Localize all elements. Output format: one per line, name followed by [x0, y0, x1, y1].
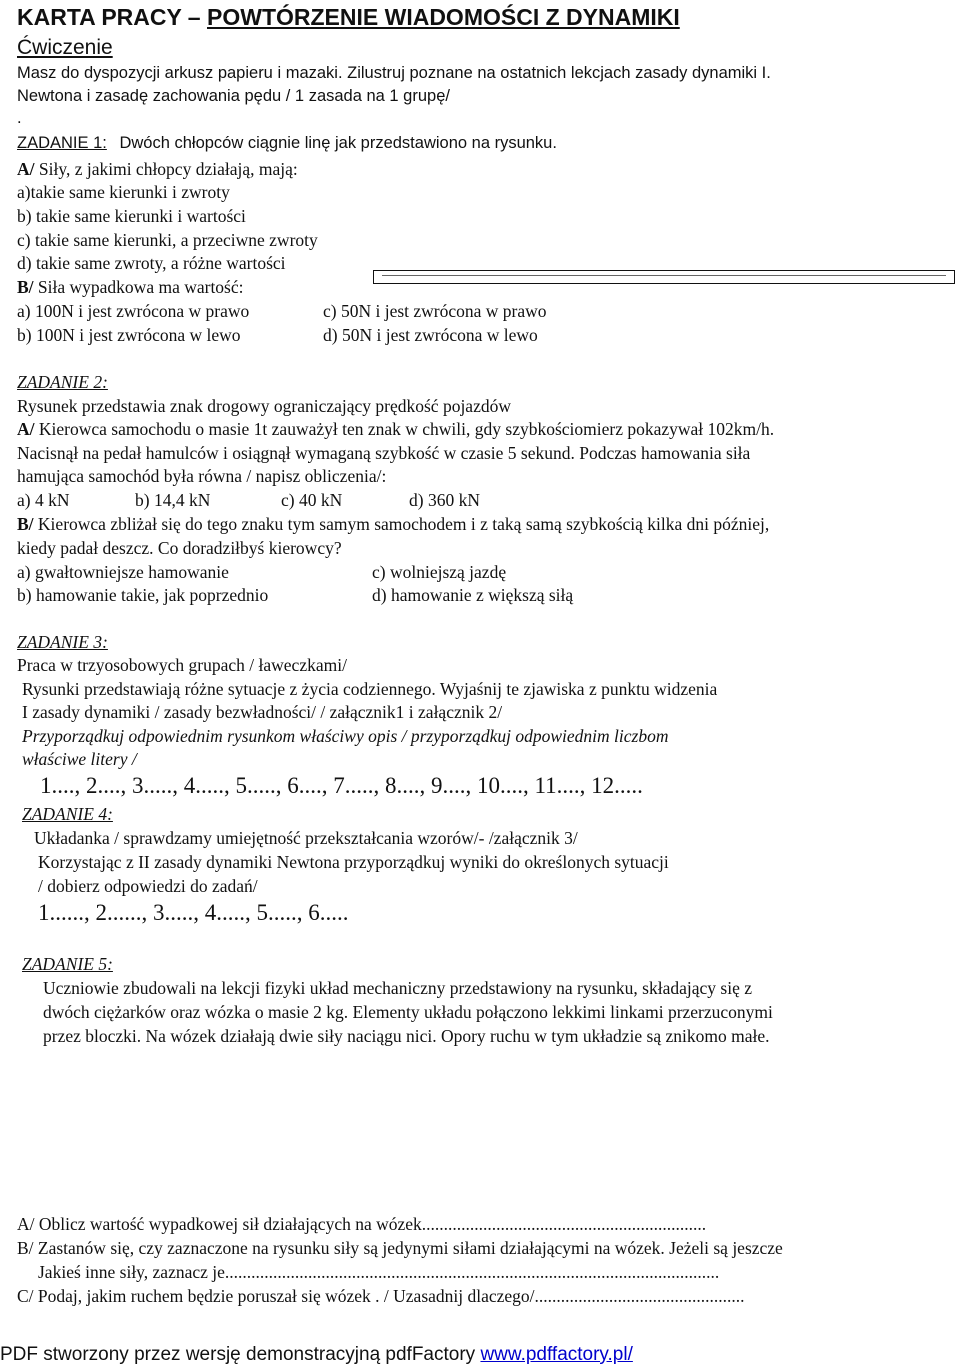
task5-line-2: dwóch ciężarków oraz wózka o masie 2 kg. Elementy układu połączono lekkimi linkami przerzuconymi	[43, 1002, 773, 1022]
task1-b-option-b: b) 100N i jest zwrócona w lewo	[17, 325, 241, 345]
task2-b-text: Kierowca zbliżał się do tego znaku tym samym samochodem i z taką samą szybkością kilka dni później,	[37, 514, 770, 534]
task2-line-2	[17, 419, 774, 440]
task4-label: ZADANIE 4:	[22, 804, 113, 824]
task2-answer-b: b) 14,4 kN	[135, 490, 211, 510]
task5-question-b-line-1: B/ Zastanów się, czy zaznaczone na rysunku siły są jedynymi siłami działającymi na wózek. Jeżeli są jeszcze	[17, 1238, 783, 1258]
title-prefix: KARTA PRACY –	[17, 4, 207, 30]
task3-line-5: właściwe litery /	[22, 749, 137, 769]
task2-answer-c: c) 40 kN	[281, 490, 343, 510]
task1-a-question	[17, 159, 298, 180]
task1-b-option-d: d) 50N i jest zwrócona w lewo	[323, 325, 538, 345]
task2-b-option-b: b) hamowanie takie, jak poprzednio	[17, 585, 269, 605]
title-underlined: POWTÓRZENIE WIADOMOŚCI Z DYNAMIKI	[207, 4, 680, 30]
intro-line-2: Newtona i zasadę zachowania pędu / 1 zasada na 1 grupę/	[17, 87, 450, 105]
task5-question-c: C/ Podaj, jakim ruchem będzie poruszał się wózek . / Uzasadnij dlaczego/................................................	[17, 1286, 745, 1306]
task3-line-4: Przyporządkuj odpowiednim rysunkom właściwy opis / przyporządkuj odpowiednim liczbom	[22, 726, 669, 746]
task5-label: ZADANIE 5:	[22, 954, 113, 974]
task4-line-1: Układanka / sprawdzamy umiejętność przekształcania wzorów/- /załącznik 3/	[34, 828, 578, 848]
exercise-heading: Ćwiczenie	[17, 36, 113, 59]
task3-line-3: I zasady dynamiki / zasady bezwładności/ / załącznik1 i załącznik 2/	[22, 702, 503, 722]
task1-b-option-c: c) 50N i jest zwrócona w prawo	[323, 301, 547, 321]
footer-link[interactable]: www.pdffactory.pl/	[480, 1344, 633, 1365]
task2-line-1: Rysunek przedstawia znak drogowy ograniczający prędkość pojazdów	[17, 396, 511, 416]
task1-b-question	[17, 277, 244, 298]
task3-numbers: 1...., 2...., 3....., 4....., 5....., 6...., 7....., 8...., 9...., 10...., 11...., 12.....	[40, 773, 643, 798]
task2-label: ZADANIE 2:	[17, 372, 108, 392]
task2-answer-d: d) 360 kN	[409, 490, 480, 510]
task1-option-a: a)takie same kierunki i zwroty	[17, 182, 230, 202]
task1-b-text: Siła wypadkowa ma wartość:	[37, 277, 244, 297]
task2-b-option-a: a) gwałtowniejsze hamowanie	[17, 562, 229, 582]
task2-b-head: B/	[17, 514, 34, 534]
task5-question-b-line-2: Jakieś inne siły, zaznacz je.................................................................................................................	[38, 1262, 720, 1282]
task2-b-option-d: d) hamowanie z większą siłą	[372, 585, 574, 605]
task5-line-3: przez bloczki. Na wózek działają dwie siły naciągu nici. Opory ruchu w tym układzie są znikomo małe.	[43, 1026, 770, 1046]
task1-option-d: d) takie same zwroty, a różne wartości	[17, 253, 286, 273]
task1-a-head: A/	[17, 159, 35, 179]
footer-text: PDF stworzony przez wersję demonstracyjną pdfFactory	[0, 1344, 481, 1365]
page-title	[17, 4, 680, 31]
task4-line-3: / dobierz odpowiedzi do zadań/	[38, 876, 258, 896]
task1-b-option-a: a) 100N i jest zwrócona w prawo	[17, 301, 250, 321]
task1-label: ZADANIE 1:	[17, 134, 107, 152]
task3-line-2: Rysunki przedstawiają różne sytuacje z życia codziennego. Wyjaśnij te zjawiska z punktu widzenia	[22, 679, 718, 699]
task5-line-1: Uczniowie zbudowali na lekcji fizyki układ mechaniczny przedstawiony na rysunku, składający się z	[43, 978, 752, 998]
task1-intro	[17, 134, 557, 153]
intro-line-1: Masz do dyspozycji arkusz papieru i mazaki. Zilustruj poznane na ostatnich lekcjach zasady dynamiki I.	[17, 64, 771, 82]
task5-question-a: A/ Oblicz wartość wypadkowej sił działających na wózek.................................................................	[17, 1214, 707, 1234]
task3-label: ZADANIE 3:	[17, 632, 108, 652]
intro-line-3: .	[17, 109, 22, 127]
task3-line-1: Praca w trzyosobowych grupach / ławeczkami/	[17, 655, 347, 675]
task2-a-text: Kierowca samochodu o masie 1t zauważył ten znak w chwili, gdy szybkościomierz pokazywał 102km/h.	[38, 419, 775, 439]
task2-answer-a: a) 4 kN	[17, 490, 70, 510]
task4-numbers: 1......, 2......, 3....., 4....., 5....., 6.....	[38, 900, 349, 925]
task2-line-5	[17, 514, 769, 535]
task1-a-text: Siły, z jakimi chłopcy działają, mają:	[38, 159, 298, 179]
rope-figure	[373, 270, 955, 284]
task1-text: Dwóch chłopców ciągnie linę jak przedstawiono na rysunku.	[119, 134, 557, 152]
task4-line-2: Korzystając z II zasady dynamiki Newtona przyporządkuj wyniki do określonych sytuacji	[38, 852, 669, 872]
task1-b-head: B/	[17, 277, 34, 297]
task2-a-head: A/	[17, 419, 35, 439]
task2-b-option-c: c) wolniejszą jazdę	[372, 562, 507, 582]
rope-line	[382, 275, 946, 276]
task2-line-6: kiedy padał deszcz. Co doradziłbyś kierowcy?	[17, 538, 342, 558]
pdf-footer	[0, 1344, 633, 1366]
task1-option-b: b) takie same kierunki i wartości	[17, 206, 246, 226]
task2-line-4: hamująca samochód była równa / napisz obliczenia/:	[17, 466, 387, 486]
task2-line-3: Nacisnął na pedał hamulców i osiągnął wymaganą szybkość w czasie 5 sekund. Podczas hamowania siła	[17, 443, 751, 463]
task1-option-c: c) takie same kierunki, a przeciwne zwroty	[17, 230, 318, 250]
